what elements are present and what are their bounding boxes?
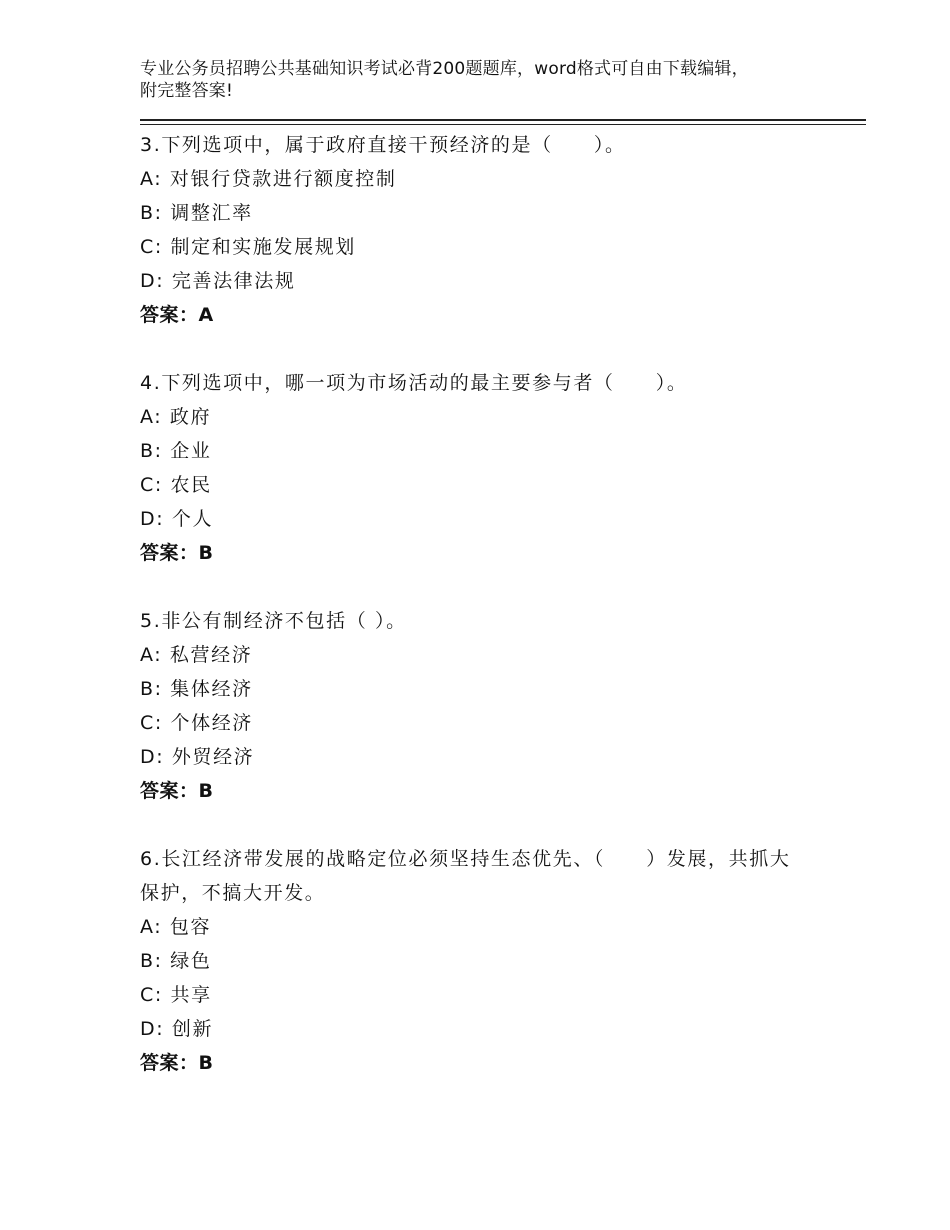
- question-5: [140, 604, 830, 808]
- option-a: A: 对银行贷款进行额度控制: [140, 168, 397, 190]
- option-c: C: 个体经济: [140, 712, 253, 734]
- header-line-2: 附完整答案!: [140, 81, 234, 101]
- option-b: B: 绿色: [140, 950, 212, 972]
- option-a: A: 政府: [140, 406, 212, 428]
- header-line-1: 专业公务员招聘公共基础知识考试必背200题题库，word格式可自由下载编辑，: [140, 59, 749, 79]
- option-a: A: 私营经济: [140, 644, 253, 666]
- question-4: [140, 366, 830, 570]
- question-stem: 6.长江经济带发展的战略定位必须坚持生态优先、（ ）发展，共抓大保护，不搞大开发。: [140, 848, 791, 904]
- option-b: B: 调整汇率: [140, 202, 253, 224]
- document-header: [140, 58, 830, 102]
- answer: 答案：A: [140, 304, 214, 326]
- question-3: [140, 128, 830, 332]
- option-d: D: 个人: [140, 508, 214, 530]
- option-c: C: 共享: [140, 984, 212, 1006]
- answer: 答案：B: [140, 542, 214, 564]
- option-b: B: 集体经济: [140, 678, 253, 700]
- question-stem: 4.下列选项中，哪一项为市场活动的最主要参与者（ ）。: [140, 372, 688, 394]
- option-d: D: 完善法律法规: [140, 270, 296, 292]
- option-c: C: 制定和实施发展规划: [140, 236, 356, 258]
- option-d: D: 外贸经济: [140, 746, 255, 768]
- header-divider-thick: [140, 119, 866, 121]
- option-b: B: 企业: [140, 440, 212, 462]
- option-d: D: 创新: [140, 1018, 214, 1040]
- question-list: [140, 128, 830, 1114]
- option-c: C: 农民: [140, 474, 212, 496]
- question-6: [140, 842, 830, 1080]
- question-stem: 3.下列选项中，属于政府直接干预经济的是（ ）。: [140, 134, 626, 156]
- answer: 答案：B: [140, 1052, 214, 1074]
- option-a: A: 包容: [140, 916, 212, 938]
- answer: 答案：B: [140, 780, 214, 802]
- question-stem: 5.非公有制经济不包括（ ）。: [140, 610, 407, 632]
- header-divider-thin: [140, 124, 866, 125]
